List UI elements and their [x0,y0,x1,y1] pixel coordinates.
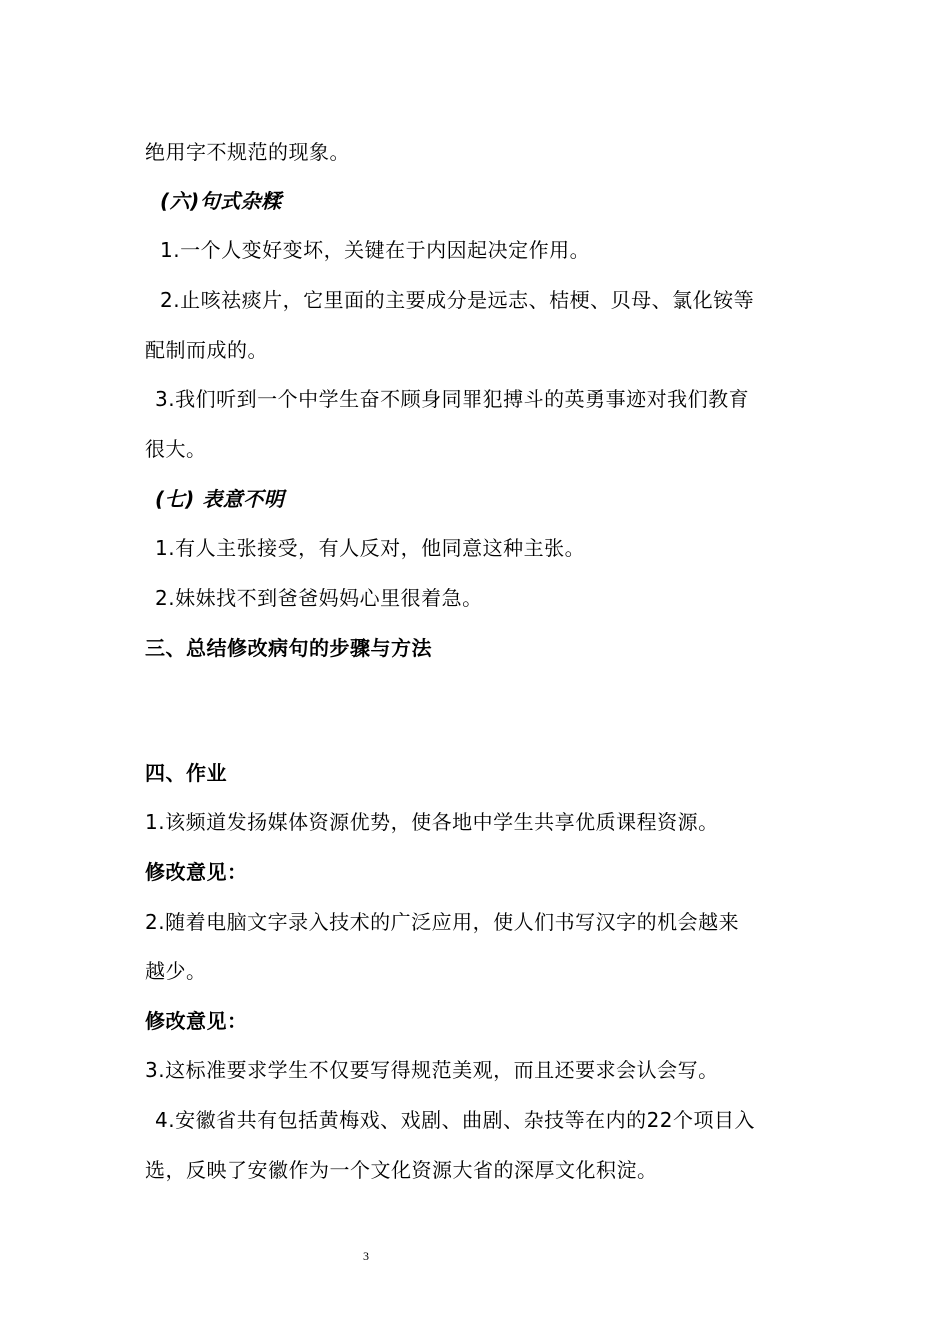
section-heading-4: 四、作业 [145,761,227,785]
homework-item: 2.随着电脑文字录入技术的广泛应用，使人们书写汉字的机会越来 [145,910,740,934]
paragraph-line: 绝用字不规范的现象。 [145,140,350,164]
example-sentence: 2.止咳祛痰片，它里面的主要成分是远志、桔梗、贝母、氯化铵等 [160,288,755,312]
section-heading-3: 三、总结修改病句的步骤与方法 [145,636,432,660]
paragraph-line: 配制而成的。 [145,338,268,362]
homework-item: 3.这标准要求学生不仅要写得规范美观，而且还要求会认会写。 [145,1058,719,1082]
section-heading-6: (六)句式杂糅 [160,189,282,213]
homework-item: 4.安徽省共有包括黄梅戏、戏剧、曲剧、杂技等在内的22个项目入 [155,1108,756,1132]
example-sentence: 1.一个人变好变坏，关键在于内因起决定作用。 [160,238,591,262]
example-sentence: 3.我们听到一个中学生奋不顾身同罪犯搏斗的英勇事迹对我们教育 [155,387,750,411]
paragraph-line: 选，反映了安徽作为一个文化资源大省的深厚文化积淀。 [145,1158,658,1182]
homework-item: 1.该频道发扬媒体资源优势，使各地中学生共享优质课程资源。 [145,810,719,834]
section-heading-7: (七) 表意不明 [155,487,285,511]
revision-label: 修改意见： [145,1009,248,1033]
revision-label: 修改意见： [145,860,248,884]
paragraph-line: 越少。 [145,959,207,983]
page-number: 3 [363,1249,369,1263]
example-sentence: 1.有人主张接受，有人反对，他同意这种主张。 [155,536,586,560]
paragraph-line: 很大。 [145,437,207,461]
example-sentence: 2.妹妹找不到爸爸妈妈心里很着急。 [155,586,483,610]
